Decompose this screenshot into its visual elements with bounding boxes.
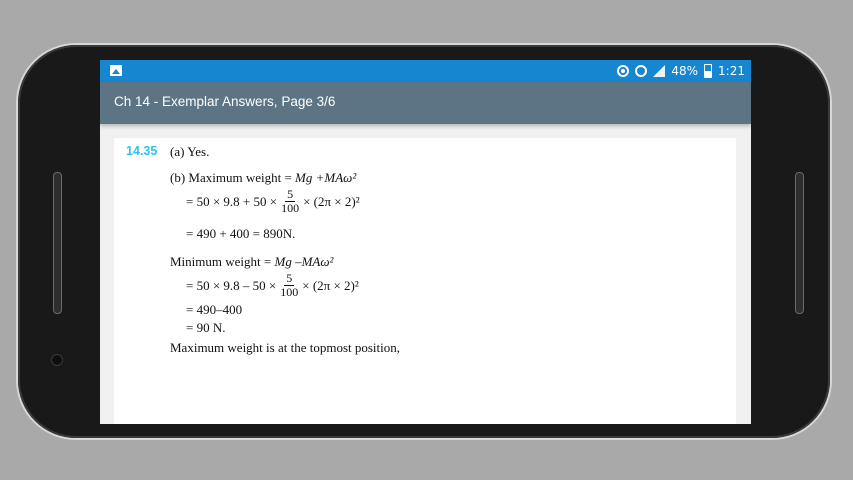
screen [100,60,751,424]
min-calc-prefix: = 50 × 9.8 – 50 × [186,277,277,293]
fraction [278,272,300,299]
fraction-denominator: 100 [281,201,300,215]
sync-icon [617,65,629,77]
min-calc-suffix: × (2π × 2)² [302,277,359,293]
question-number: 14.35 [126,144,158,158]
min-weight-formula: Mg –MAω² [274,254,334,269]
max-calc-prefix: = 50 × 9.8 + 50 × [186,193,278,209]
image-notification-icon [110,65,122,76]
page-title: Ch 14 - Exemplar Answers, Page 3/6 [114,94,336,109]
fraction-denominator: 100 [280,285,299,299]
min-step: = 490–400 [186,302,243,317]
fraction-numerator: 5 [287,187,294,201]
status-bar [100,60,751,82]
min-weight-line [170,254,333,270]
battery-percent: 48% [671,64,699,78]
fraction-numerator: 5 [286,271,293,285]
document-page[interactable] [114,138,736,424]
conclusion-text: Maximum weight is at the topmost position, [170,340,401,355]
min-result: = 90 N. [186,320,226,335]
fraction [279,188,301,215]
max-weight-formula: Mg +MAω² [295,170,357,185]
clock: 1:21 [718,64,745,78]
part-b-line [170,170,356,186]
camera-icon [51,354,63,366]
min-calc-line [186,272,359,299]
max-calc-suffix: × (2π × 2)² [303,193,360,209]
max-calc-line [186,188,360,215]
alarm-icon [635,65,647,77]
part-b-label: (b) Maximum weight = [170,170,296,185]
min-label: Minimum weight = [170,254,275,269]
phone-side-button [53,172,62,314]
phone-side-button [795,172,804,314]
status-icons [617,60,745,82]
battery-icon [704,64,712,78]
app-bar [100,82,751,124]
signal-icon [653,65,665,77]
max-result: = 490 + 400 = 890N. [186,226,296,241]
part-a-text: (a) Yes. [170,144,210,159]
